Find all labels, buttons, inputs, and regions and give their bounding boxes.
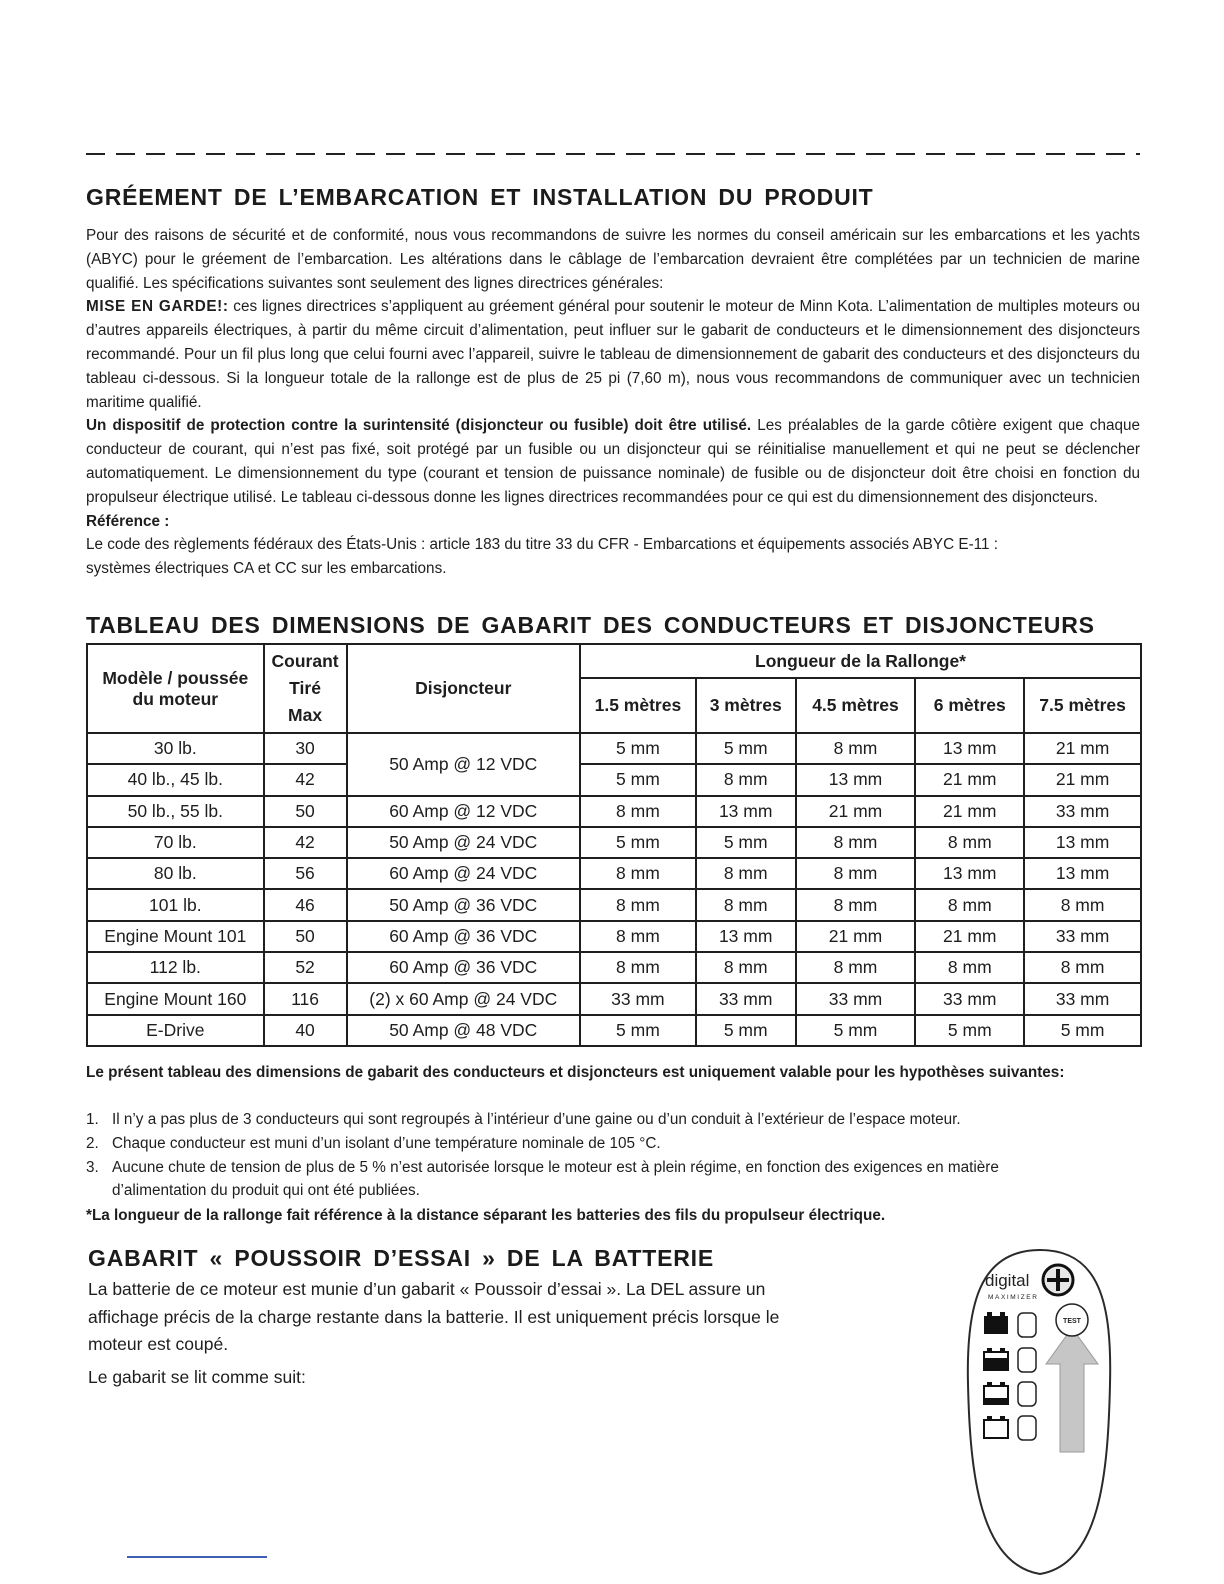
cell-model: 30 lb. — [87, 733, 264, 764]
cell-model: 112 lb. — [87, 952, 264, 983]
cell-current: 50 — [264, 796, 347, 827]
battery-reading-label: Le gabarit se lit comme suit: — [88, 1367, 306, 1387]
header-model: Modèle / poussée du moteur — [87, 644, 264, 733]
cell-gauge: 33 mm — [1024, 921, 1141, 952]
cell-gauge: 5 mm — [796, 1015, 916, 1046]
cell-gauge: 8 mm — [696, 764, 796, 795]
header-length-3: 4.5 mètres — [796, 678, 916, 733]
cell-gauge: 5 mm — [580, 733, 696, 764]
cell-gauge: 13 mm — [915, 858, 1024, 889]
table-row — [87, 796, 1141, 827]
cell-gauge: 21 mm — [796, 921, 916, 952]
table-row — [87, 764, 1141, 795]
protection-text: Les préalables de la garde côtière exigent que chaque conducteur de courant, qui n’est pas fixé, soit protégé par un fusible ou un disjoncteur qui se réinitialise manuellement et qui ne peut se déclencher automatiquement. Le dimensionnement du type (courant et tension de puissance nominale) de fusible ou de disjoncteur doit être choisi en fonction du propulseur électrique utilisé. Le tableau ci-dessous donne les lignes directrices recommandées pour ce qui est du dimensionnement des disjoncteurs. — [86, 417, 1140, 506]
cell-gauge: 8 mm — [580, 952, 696, 983]
battery-title: GABARIT « POUSSOIR D’ESSAI » DE LA BATTERIE — [88, 1245, 714, 1271]
cell-breaker: 50 Amp @ 36 VDC — [347, 889, 580, 920]
cell-gauge: 33 mm — [1024, 796, 1141, 827]
cell-gauge: 8 mm — [696, 952, 796, 983]
table-row — [87, 733, 1141, 764]
table-title: TABLEAU DES DIMENSIONS DE GABARIT DES CONDUCTEURS ET DISJONCTEURS — [86, 612, 1095, 638]
cell-model: 101 lb. — [87, 889, 264, 920]
cell-gauge: 13 mm — [915, 733, 1024, 764]
table-row — [87, 827, 1141, 858]
cell-gauge: 8 mm — [696, 858, 796, 889]
header-length-1: 1.5 mètres — [580, 678, 696, 733]
cell-gauge: 13 mm — [1024, 858, 1141, 889]
reference-label: Référence : — [86, 512, 170, 530]
list-item: 2. Chaque conducteur est muni d’un isolant d’une température nominale de 105 °C. — [86, 1134, 661, 1152]
cell-breaker: 50 Amp @ 48 VDC — [347, 1015, 580, 1046]
table-row — [87, 889, 1141, 920]
table-row — [87, 1015, 1141, 1046]
cell-gauge: 8 mm — [580, 858, 696, 889]
list-item: 1. Il n’y a pas plus de 3 conducteurs qui sont regroupés à l’intérieur d’une gaine ou d’un conduit à l’extérieur de l’espace moteur. — [86, 1111, 961, 1128]
header-current: Courant Tiré Max — [264, 644, 347, 733]
footer-rule — [127, 1556, 267, 1558]
cell-current: 116 — [264, 983, 347, 1014]
table-note-bold: Le présent tableau des dimensions de gabarit des conducteurs et disjoncteurs est uniquement valable pour les hypothèses suivantes: — [86, 1064, 1065, 1081]
cell-breaker: 60 Amp @ 36 VDC — [347, 952, 580, 983]
header-length: Longueur de la Rallonge* — [580, 644, 1141, 678]
gauge-subtitle: MAXIMIZER — [988, 1294, 1039, 1301]
header-length-2: 3 mètres — [696, 678, 796, 733]
cell-gauge: 5 mm — [580, 1015, 696, 1046]
cell-gauge: 21 mm — [1024, 764, 1141, 795]
cell-current: 50 — [264, 921, 347, 952]
cell-gauge: 33 mm — [1024, 983, 1141, 1014]
cell-gauge: 21 mm — [1024, 733, 1141, 764]
assumptions-list — [86, 1108, 1086, 1203]
table-row — [87, 921, 1141, 952]
cell-gauge: 5 mm — [1024, 1015, 1141, 1046]
cell-gauge: 13 mm — [696, 921, 796, 952]
cell-gauge: 8 mm — [696, 889, 796, 920]
cell-current: 56 — [264, 858, 347, 889]
cell-model: Engine Mount 101 — [87, 921, 264, 952]
list-item: 3. Aucune chute de tension de plus de 5 % n’est autorisée lorsque le moteur est à plein régime, en fonction des exigences en matière d’alimentation du produit qui ont été publiées. — [86, 1158, 999, 1200]
header-length-5: 7.5 mètres — [1024, 678, 1141, 733]
cell-gauge: 33 mm — [796, 983, 916, 1014]
table-note — [86, 1061, 1140, 1085]
cell-model: 50 lb., 55 lb. — [87, 796, 264, 827]
protection-bold: Un dispositif de protection contre la surintensité (disjoncteur ou fusible) doit être utilisé. — [86, 417, 752, 435]
warning-text: ces lignes directrices s’appliquent au gréement général pour soutenir le moteur de Minn Kota. L’alimentation de multiples moteurs ou d’autres appareils électriques, à partir du même circuit d’alimentation, peut influer sur le gabarit de conducteurs et le dimensionnement des disjoncteurs recommandé. Pour un fil plus long que celui fourni avec l’appareil, suivre le tableau de dimensionnement de gabarit des conducteurs et des disjoncteurs du tableau ci-dessous. Si la longueur totale de la rallonge est de plus de 25 pi (7,60 m), nous vous recommandons de communiquer avec un technicien maritime qualifié. — [86, 298, 1141, 411]
cell-model: E-Drive — [87, 1015, 264, 1046]
cell-model: 80 lb. — [87, 858, 264, 889]
cell-gauge: 5 mm — [580, 764, 696, 795]
cell-gauge: 33 mm — [696, 983, 796, 1014]
cell-gauge: 8 mm — [580, 889, 696, 920]
cell-current: 52 — [264, 952, 347, 983]
table-row — [87, 858, 1141, 889]
cell-gauge: 21 mm — [796, 796, 916, 827]
section-title-rigging: GRÉEMENT DE L’EMBARCATION ET INSTALLATION DU PRODUIT — [86, 184, 874, 210]
cell-gauge: 33 mm — [915, 983, 1024, 1014]
cell-gauge: 8 mm — [796, 827, 916, 858]
cell-gauge: 8 mm — [796, 952, 916, 983]
cell-breaker: (2) x 60 Amp @ 24 VDC — [347, 983, 580, 1014]
cell-gauge: 13 mm — [796, 764, 916, 795]
cell-current: 42 — [264, 764, 347, 795]
cell-gauge: 13 mm — [1024, 827, 1141, 858]
cell-gauge: 5 mm — [915, 1015, 1024, 1046]
svg-text:TEST: TEST — [1063, 1318, 1081, 1325]
cell-breaker: 50 Amp @ 24 VDC — [347, 827, 580, 858]
cell-model: 40 lb., 45 lb. — [87, 764, 264, 795]
warning-label: MISE EN GARDE!: — [86, 298, 229, 316]
cell-gauge: 8 mm — [915, 952, 1024, 983]
table-row — [87, 983, 1141, 1014]
cell-model: 70 lb. — [87, 827, 264, 858]
cell-current: 30 — [264, 733, 347, 764]
cell-gauge: 8 mm — [796, 889, 916, 920]
intro-paragraph — [86, 224, 1140, 581]
reference-line-1: Le code des règlements fédéraux des États-Unis : article 183 du titre 33 du CFR - Embarcations et équipements associés ABYC E-11 : — [86, 536, 999, 554]
cell-gauge: 8 mm — [580, 796, 696, 827]
cell-breaker: 60 Amp @ 36 VDC — [347, 921, 580, 952]
cell-gauge: 8 mm — [915, 889, 1024, 920]
cell-gauge: 5 mm — [696, 1015, 796, 1046]
cell-breaker: 60 Amp @ 24 VDC — [347, 858, 580, 889]
cell-breaker: 60 Amp @ 12 VDC — [347, 796, 580, 827]
battery-gauge-illustration — [940, 1244, 1140, 1579]
cell-gauge: 8 mm — [796, 858, 916, 889]
cell-gauge: 21 mm — [915, 796, 1024, 827]
cell-gauge: 5 mm — [696, 733, 796, 764]
battery-paragraph: La batterie de ce moteur est munie d’un gabarit « Poussoir d’essai ». La DEL assure un affichage précis de la charge restante dans la batterie. Il est uniquement précis lorsque le moteur est coupé. — [88, 1279, 780, 1354]
cell-current: 40 — [264, 1015, 347, 1046]
cell-current: 46 — [264, 889, 347, 920]
intro-text: Pour des raisons de sécurité et de conformité, nous vous recommandons de suivre les normes du conseil américain sur les embarcations et les yachts (ABYC) pour le gréement de l’embarcation. Les altérations dans le câblage de l’embarcation devraient être complétées par un technicien de marine qualifié. Les spécifications suivantes sont seulement des lignes directrices générales: — [86, 227, 1140, 292]
header-length-4: 6 mètres — [915, 678, 1024, 733]
table-row — [87, 952, 1141, 983]
dashed-separator — [86, 153, 1140, 155]
gauge-brand: digital — [985, 1271, 1030, 1290]
cell-gauge: 8 mm — [1024, 889, 1141, 920]
cell-gauge: 33 mm — [580, 983, 696, 1014]
cell-gauge: 8 mm — [580, 921, 696, 952]
footnote: *La longueur de la rallonge fait référence à la distance séparant les batteries des fils du propulseur électrique. — [86, 1207, 886, 1224]
cell-gauge: 8 mm — [915, 827, 1024, 858]
wire-gauge-table — [86, 643, 1142, 1047]
cell-gauge: 5 mm — [696, 827, 796, 858]
cell-gauge: 21 mm — [915, 921, 1024, 952]
cell-gauge: 8 mm — [796, 733, 916, 764]
cell-gauge: 8 mm — [1024, 952, 1141, 983]
cell-gauge: 5 mm — [580, 827, 696, 858]
cell-gauge: 21 mm — [915, 764, 1024, 795]
cell-current: 42 — [264, 827, 347, 858]
cell-model: Engine Mount 160 — [87, 983, 264, 1014]
header-breaker: Disjoncteur — [347, 644, 580, 733]
reference-line-2: systèmes électriques CA et CC sur les embarcations. — [86, 560, 447, 578]
cell-gauge: 13 mm — [696, 796, 796, 827]
cell-breaker: 50 Amp @ 12 VDC — [347, 733, 580, 796]
